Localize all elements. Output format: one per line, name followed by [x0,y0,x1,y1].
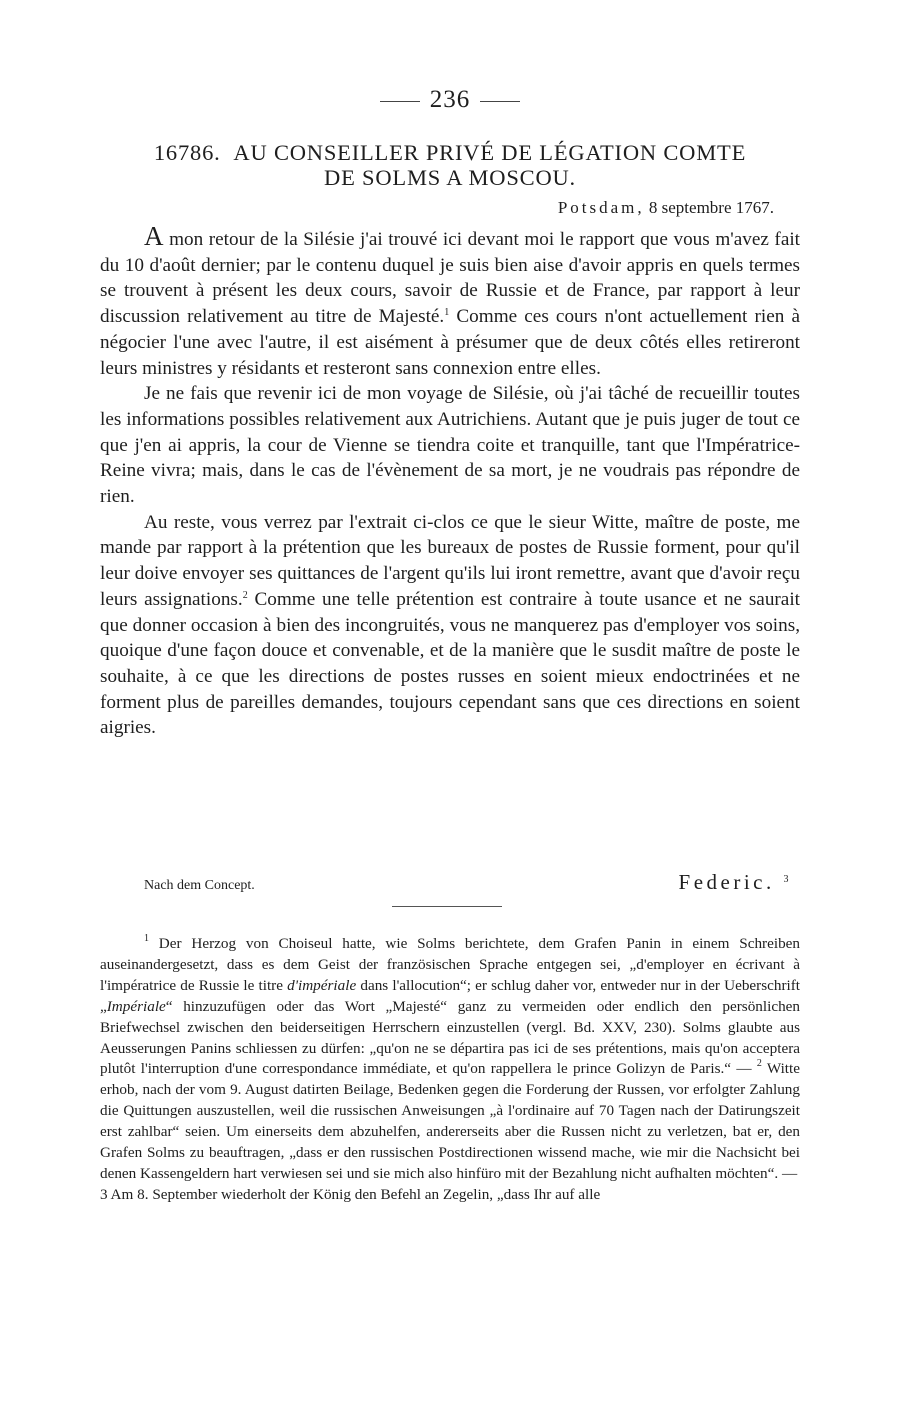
page-number: 236 [429,86,471,113]
footnote-1-italic-2: Impériale [106,997,166,1015]
signature [679,870,792,895]
letter-title-line-2: DE SOLMS A MOSCOU. [324,165,576,190]
footnote-mark-1: 1 [144,933,149,944]
footnote-ref-1: 1 [444,307,450,319]
initial-letter: A [144,221,164,251]
footnote-2-text: Witte erhob, nach der vom 9. August datirten Beilage, Bedenken gegen die Forderung der Russen, vor erfolgter Zahlung die Quittungen auszustellen, weil die russischen Anweisungen „à l'ordinaire auf 70 Tagen nach der Datirungszeit erst zahlbar“ seien. Um einerseits dem abzuhelfen, andererseits aber die Russen nicht zu verletzen, bat er, den Grafen Solms zu beauftragen, „dass er den russischen Postdirectionen wissend mache, wie mir die Nachsicht bei denen Kassengeldern hart verwiesen sei und sie mich also hinfüro mit der Bezahlung nicht aufhalten möchten“. — [100,1060,800,1182]
letter-body [100,221,800,741]
dateline-place: Potsdam, [557,198,645,217]
signature-name: Federic. [678,870,775,894]
footnote-ref-2: 2 [242,589,248,601]
footnote-ref-3: 3 [783,874,792,885]
header-rule-right [480,101,520,102]
letter-number: 16786. [153,140,221,165]
footnotes [100,934,800,1206]
paragraph-3-text-a: Au reste, vous verrez par l'extrait ci-clos ce que le sieur Witte, maître de poste, me mande par rapport à la prétention que les bureaux de postes de Russie forment, pour qu'il leur doive envoyer ses quittances de l'argent qu'ils lui iront remettre, avant que d'avoir reçu leurs assignations. [100,511,800,610]
footnote-3 [100,1185,800,1206]
heading-line-1 [100,140,800,165]
closing-row [100,870,800,900]
paragraph-3-text-b: Comme une telle prétention est contraire à toute usance et ne saurait que donner occasion à bien des incongruités, vous ne manquerez pas d'employer vos soins, quoique d'une façon douce et convenable, et de la manière que le susdit maître de poste le souhaite, à ce que les directions de postes russes en soient mieux endoctrinées et ne forment plus de pareilles demandes, toujours cependant sans que ces directions en soient aigries. [100,588,800,739]
footnote-mark-2: 2 [756,1058,762,1070]
paragraph-2: Je ne fais que revenir ici de mon voyage de Silésie, où j'ai tâché de recueillir toutes les informations possibles relativement aux Autrichiens. Autant que je puis juger de tout ce que j'en ai appris, la cour de Vienne se tiendra coite et tranquille, tant que l'Impératrice-Reine vivra; mais, dans le cas de l'évènement de sa mort, je ne voudrais pas répondre de rien. [100,383,800,508]
source-note: Nach dem Concept. [144,878,255,893]
footnote-divider [392,906,502,907]
footnote-1-text-a: Der Herzog von Choiseul hatte, wie Solms berichtete, dem Grafen Panin in einem Schreiben auseinandergesetzt, dass es dem Geist der französischen Sprache entgegen sei, „d'employer en écrivant à l'impératrice de Russie le titre [100,935,800,994]
footnote-mark-3: 3 [100,1185,108,1203]
paragraph-1 [100,221,800,381]
paragraph-1-text-a: mon retour de la Silésie j'ai trouvé ici devant moi le rapport que vous m'avez fait du 10 d'août dernier; par le contenu duquel je suis bien aise d'avoir appris en quels termes se trouvent à présent les deux cours, savoir de Russie et de France, par rapport à leur discussion relativement au titre de Majesté. [100,229,800,328]
letter-heading [100,140,800,190]
running-header [0,86,900,114]
paragraph-1-text-b: Comme ces cours n'ont actuellement rien à négocier l'une avec l'autre, il est aisément à présumer que de deux côtés elles retireront leurs ministres y résidants et resteront sans connexion entre elles. [100,306,800,379]
paragraph-3 [100,510,800,741]
footnote-1-text-c: “ hinzuzufügen oder das Wort „Majesté“ ganz zu vermeiden oder endlich den persönlichen Briefwechsel zwischen den beiderseitigen Herrschern einzustellen (vergl. Bd. XXV, 230). Solms glaubte aus Aeusserungen Panins schliessen zu dürfen: „qu'on ne se départira pas ici de ses prétentions, mais qu'on acceptera plutôt l'interruption d'une correspondance immédiate, et qu'on rappellera le prince Golizyn de Paris.“ — [100,997,800,1078]
dateline-date: 8 septembre 1767. [648,198,774,217]
header-rule-left [380,101,420,102]
footnote-3-text: Am 8. September wiederholt der König den Befehl an Zegelin, „dass Ihr auf alle [107,1185,601,1203]
footnote-1-italic-1: d'impériale [287,976,357,994]
footnote-1 [100,934,800,1185]
letter-title-line-1: AU CONSEILLER PRIVÉ DE LÉGATION COMTE [233,140,747,165]
dateline [558,198,774,218]
footnote-1-text-b: dans l'allocution“; er schlug daher vor, entweder nur in der Ueberschrift „ [100,976,801,1015]
